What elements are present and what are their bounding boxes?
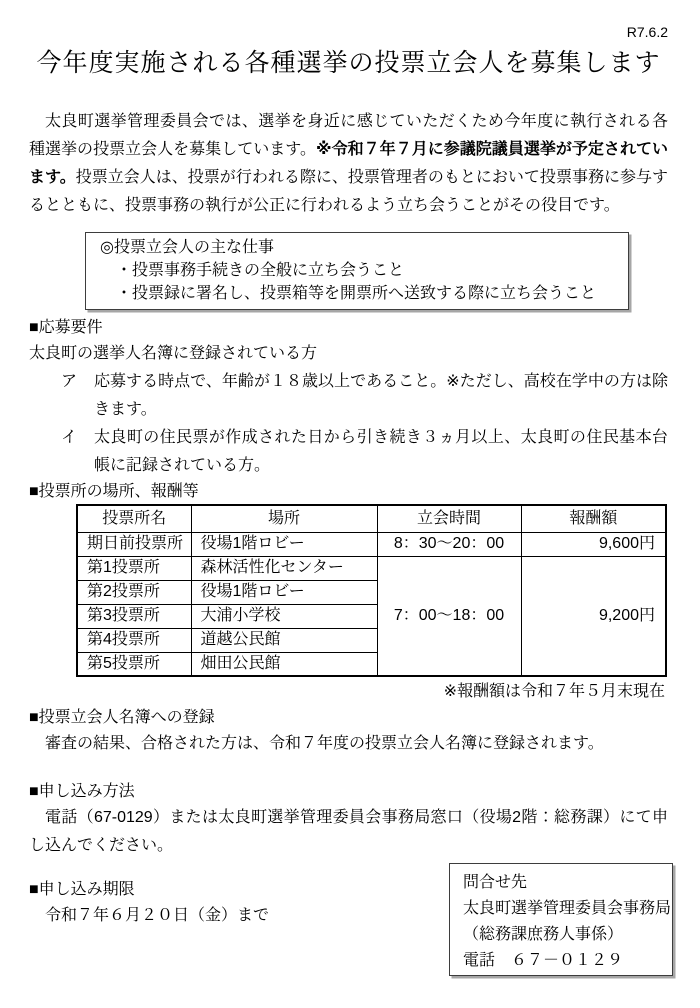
table-note: ※報酬額は令和７年５月末現在 [443, 683, 665, 700]
requirement-item-i [61, 424, 668, 480]
table-header-row [77, 505, 666, 532]
cell-place: 役場1階ロビー [191, 580, 377, 604]
cell-place: 役場1階ロビー [191, 532, 377, 556]
page-title: 今年度実施される各種選挙の投票立会人を募集します [36, 49, 661, 77]
cell-time: 8：30～20：00 [377, 532, 521, 556]
duty-item: ・投票事務手続きの全般に立ち会うこと [116, 262, 405, 279]
contact-dept: （総務課庶務人事係） [463, 926, 624, 943]
column-header-pay: 報酬額 [521, 505, 666, 532]
cell-pay: 9,600円 [521, 532, 666, 556]
application-text: 電話（67-0129）または太良町選挙管理委員会事務局窓口（役場2階：総務課）にて申し込んでください。 [29, 809, 668, 854]
duty-item: ・投票録に署名し、投票箱等を開票所へ送致する際に立ち会うこと [116, 285, 597, 302]
requirements-lead: 太良町の選挙人名簿に登録されている方 [29, 345, 318, 362]
registration-text: 審査の結果、合格された方は、令和７年度の投票立会人名簿に登録されます。 [45, 735, 604, 752]
cell-place: 畑田公民館 [191, 652, 377, 676]
requirement-label: イ [61, 429, 78, 446]
cell-place: 大浦小学校 [191, 604, 377, 628]
duties-heading: ◎投票立会人の主な仕事 [100, 239, 274, 256]
column-header-station: 投票所名 [77, 505, 191, 532]
cell-station-name: 第2投票所 [77, 580, 191, 604]
cell-station-name: 第4投票所 [77, 628, 191, 652]
cell-station-name: 第5投票所 [77, 652, 191, 676]
polling-stations-table [76, 504, 667, 677]
date-label: R7.6.2 [626, 24, 668, 40]
intro-text-bold: ※令和７年７月に参議院議員選挙が予定されています。 [29, 141, 668, 186]
contact-title: 問合せ先 [463, 874, 528, 891]
cell-station-name: 第1投票所 [77, 556, 191, 580]
cell-time-merged: 7：00～18：00 [377, 556, 521, 676]
cell-place: 道越公民館 [191, 628, 377, 652]
section-heading-deadline: ■申し込み期限 [29, 881, 135, 898]
intro-paragraph [29, 108, 668, 220]
table-row [77, 532, 666, 556]
contact-org: 太良町選挙管理委員会事務局 [463, 900, 672, 917]
section-heading-registration: ■投票立会人名簿への登録 [29, 709, 215, 726]
requirement-text: 応募する時点で、年齢が１８歳以上であること。※ただし、高校在学中の方は除きます。 [94, 373, 668, 418]
section-heading-application: ■申し込み方法 [29, 783, 135, 800]
contact-phone: 電話 ６７－０１２９ [463, 952, 624, 969]
requirement-label: ア [61, 373, 78, 390]
column-header-time: 立会時間 [377, 505, 521, 532]
cell-station-name: 期日前投票所 [77, 532, 191, 556]
section-heading-polling: ■投票所の場所、報酬等 [29, 483, 199, 500]
column-header-place: 場所 [191, 505, 377, 532]
deadline-text: 令和７年６月２０日（金）まで [45, 907, 270, 924]
intro-text-after: 投票立会人は、投票が行われる際に、投票管理者のもとにおいて投票事務に参与するとともに、投票事務の執行が公正に行われるよう立ち会うことがその役目です。 [29, 169, 668, 214]
duties-box [85, 232, 629, 310]
cell-pay-merged: 9,200円 [521, 556, 666, 676]
table-row [77, 556, 666, 580]
requirement-text: 太良町の住民票が作成された日から引き続き３ヵ月以上、太良町の住民基本台帳に記録されている方。 [94, 429, 668, 474]
requirement-item-a [61, 368, 668, 424]
cell-station-name: 第3投票所 [77, 604, 191, 628]
contact-box [449, 863, 673, 976]
cell-place: 森林活性化センター [191, 556, 377, 580]
deadline-section [29, 874, 672, 998]
section-heading-requirements: ■応募要件 [29, 319, 103, 336]
intro-text-before: 太良町選挙管理委員会では、選挙を身近に感じていただくため今年度に執行される各種選挙の投票立会人を募集しています。 [29, 113, 668, 158]
